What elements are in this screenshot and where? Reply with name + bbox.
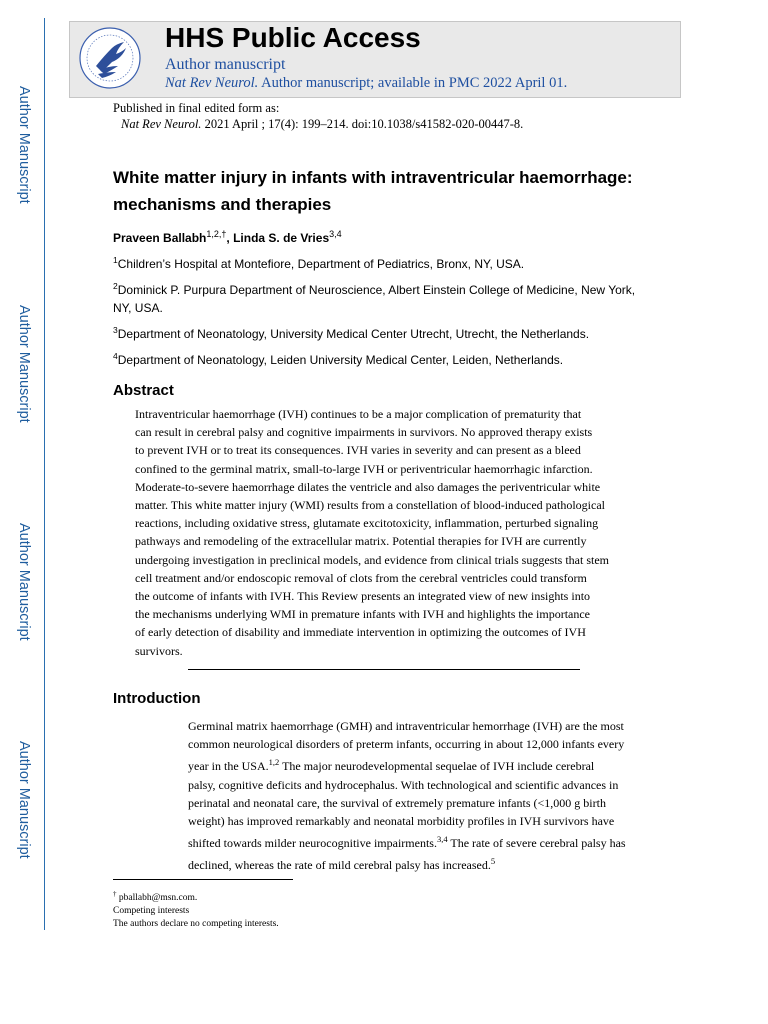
intro-line-text: declined, whereas the rate of mild cerebral palsy has increased. <box>188 858 491 873</box>
affiliation-text: Dominick P. Purpura Department of Neuroscience, Albert Einstein College of Medicine, New York, NY, USA. <box>113 283 636 315</box>
author-list <box>113 229 342 245</box>
footnote-divider <box>113 879 293 880</box>
header-subtitle: Author manuscript <box>165 56 286 73</box>
intro-line-text: year in the USA. <box>188 759 269 774</box>
intro-line-text: The rate of severe cerebral palsy has <box>447 836 626 851</box>
section-divider <box>188 669 580 670</box>
intro-line-text: palsy, cognitive deficits and hydrocephalus. With technological and scientific advances in <box>188 777 619 792</box>
footnote-email <box>113 890 197 903</box>
abstract-line: can result in cerebral palsy and cognitive impairments in survivors. No approved therapy exists <box>135 425 593 440</box>
citation-text: 2021 April ; 17(4): 199–214. doi:10.1038/s41582-020-00447-8. <box>201 117 524 131</box>
intro-line <box>188 735 658 753</box>
author-affiliation-marks: 3,4 <box>329 229 342 239</box>
reference-marker: 3,4 <box>436 834 448 845</box>
abstract-line: of early detection of disability and immediate intervention in optimizing the outcomes of IVH <box>135 625 586 640</box>
abstract-body <box>135 405 645 660</box>
competing-interests-text: The authors declare no competing interests. <box>113 919 279 929</box>
abstract-line: undergoing investigation in preclinical models, and evidence from clinical trials suggests that stem <box>135 552 609 567</box>
availability-text: Author manuscript; available in PMC 2022 April 01. <box>258 75 568 91</box>
abstract-line: confined to the germinal matrix, small-to-large IVH or periventricular haemorrhagic infarction. <box>135 461 593 476</box>
introduction-heading: Introduction <box>113 690 201 707</box>
affiliation-1 <box>113 251 653 273</box>
abstract-line: matter. This white matter injury (WMI) results from a constellation of blood-induced pathological <box>135 498 605 513</box>
email-text: pballabh@msn.com. <box>116 893 198 904</box>
sidebar-label-2: Author Manuscript <box>16 305 32 423</box>
intro-line <box>188 753 658 775</box>
author-manuscript-sidebar <box>0 0 46 930</box>
intro-line <box>188 717 658 735</box>
article-title: White matter injury in infants with intraventricular haemorrhage: mechanisms and therapies <box>113 168 633 214</box>
intro-line-text: The major neurodevelopmental sequelae of IVH include cerebral <box>279 759 595 774</box>
abstract-line: pathways and remodeling of the extracellular matrix. Potential therapies for IVH are currently <box>135 534 587 549</box>
affiliation-text: Department of Neonatology, Leiden University Medical Center, Leiden, Netherlands. <box>117 353 564 367</box>
intro-line-text: weight) has improved remarkably and neonatal morbidity profiles in IVH survivors have <box>188 814 615 829</box>
reference-marker: 1,2 <box>268 757 280 768</box>
availability-journal: Nat Rev Neurol. <box>165 75 259 91</box>
availability-line <box>165 75 567 92</box>
page-title: HHS Public Access <box>165 22 421 53</box>
dagger-mark: † <box>113 890 117 898</box>
intro-line <box>188 776 658 794</box>
citation-journal: Nat Rev Neurol. <box>121 117 202 131</box>
affiliation-number: 3 <box>113 325 118 335</box>
intro-line-text: shifted towards milder neurocognitive impairments. <box>188 836 437 851</box>
intro-line <box>188 852 658 874</box>
abstract-line: Moderate-to-severe haemorrhage dilates the ventricle and also damages the periventricular white <box>135 479 601 494</box>
sidebar-label-4: Author Manuscript <box>16 741 32 859</box>
abstract-line: to prevent IVH or to treat its consequences. IVH varies in severity and can present as a bleed <box>135 443 581 458</box>
reference-marker: 5 <box>490 856 496 867</box>
author-name: Linda S. de Vries <box>233 231 330 245</box>
affiliation-number: 2 <box>113 281 118 291</box>
citation <box>121 117 523 132</box>
abstract-heading: Abstract <box>113 382 174 399</box>
sidebar-label-1: Author Manuscript <box>16 86 32 204</box>
intro-line-text: Germinal matrix haemorrhage (GMH) and intraventricular hemorrhage (IVH) are the most <box>188 719 624 733</box>
sidebar-divider <box>44 18 45 930</box>
affiliation-text: Department of Neonatology, University Medical Center Utrecht, Utrecht, the Netherlands. <box>117 327 590 341</box>
abstract-line: survivors. <box>135 643 183 658</box>
intro-line <box>188 830 658 852</box>
published-label: Published in final edited form as: <box>113 101 280 115</box>
affiliation-3 <box>113 321 653 343</box>
author-name: Praveen Ballabh <box>113 231 207 245</box>
abstract-line: reactions, including oxidative stress, glutamate excitotoxicity, inflammation, perturbed signaling <box>135 516 599 531</box>
abstract-line: the mechanisms underlying WMI in premature infants with IVH and highlights the importance <box>135 607 591 622</box>
competing-interests-heading: Competing interests <box>113 906 190 916</box>
abstract-line: Intraventricular haemorrhage (IVH) continues to be a major complication of prematurity that <box>135 407 582 421</box>
sidebar-label-3: Author Manuscript <box>16 523 32 641</box>
affiliation-number: 4 <box>113 351 118 361</box>
intro-line-text: perinatal and neonatal care, the survival of extremely premature infants (<1,000 g birth <box>188 795 606 810</box>
affiliation-4 <box>113 347 653 369</box>
affiliation-text: Children’s Hospital at Montefiore, Department of Pediatrics, Bronx, NY, USA. <box>117 257 525 271</box>
affiliation-2 <box>113 277 653 317</box>
affiliation-number: 1 <box>113 255 118 265</box>
author-affiliation-marks: 1,2,† <box>206 229 227 239</box>
intro-line <box>188 794 658 812</box>
abstract-line: the outcome of infants with IVH. This Review presents an integrated view of new insights into <box>135 589 591 604</box>
author-separator: , <box>226 231 234 245</box>
hhs-eagle-seal-icon <box>78 26 142 90</box>
introduction-body <box>188 717 658 875</box>
intro-line-text: common neurological disorders of preterm infants, occurring in about 12,000 infants every <box>188 737 625 752</box>
abstract-line: cell treatment and/or endoscopic removal of clots from the cerebral ventricles could transform <box>135 570 587 585</box>
intro-line <box>188 812 658 830</box>
